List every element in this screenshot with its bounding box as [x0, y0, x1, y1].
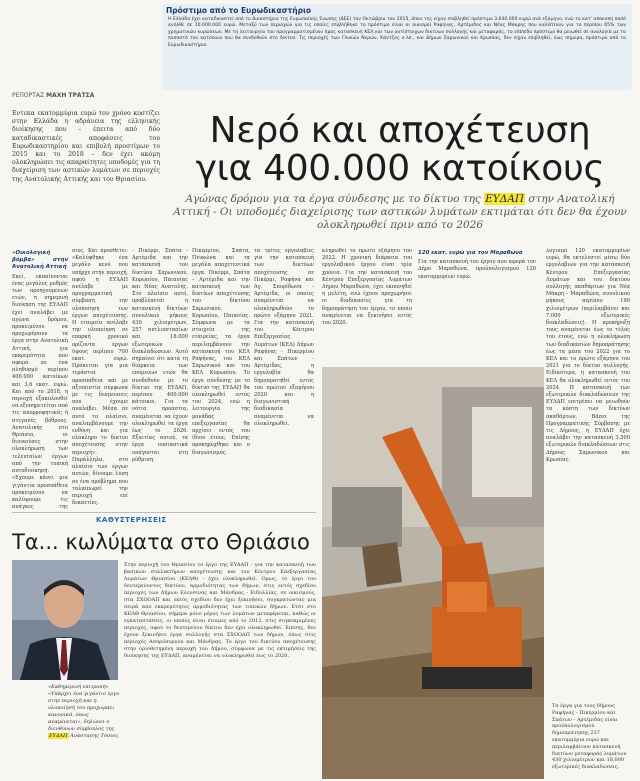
column-1-text: Εκεί, εκπαίνονται ένας μεγάλος ρυθμός των προηγούμενων ετών, η σημερινή διοίκηση της ΕΥΔΑΠ έχει αναλάβει με αγώνα δρόμου, προκειμένου να προχωρήσουν τα έργα στην Ανατολική Αττική, για εκκρεμότητα που αφορά σε ένα πληθυσμό περίπου 400.000 κατοίκων και 3,6 εκατ. ευρώ. Και από το 2018, η περιοχή εξακολουθεί να εξυπηρετείται από τις απορροφητικές ή στεγανές βόθρους. Ανατολικής στο Θριάσιο, οι διοικούσες στην ολοκλήρωση των τελευταίων έργων από την τοπική αυτοδιοίκηση. «Εχουμε κάνει μια γιγάντια προσπάθεια προκειμένου να καλύψουμε τις ανάγκες της [12, 273, 68, 510]
subhead-post: στην Ανατολική Αττική - Οι υποδομές διαχείρισης των αστικών λυμάτων εκτιμάται ότι δεν θα έχουν ολοκληρωθεί πριν από το 2026 [173, 193, 627, 231]
photo-caption: Τα έργα για τους δήμους Ραφήνας - Πικερμίου και Σπάτων - Αρτέμιδας είναι προϋπολογισμού δημοπράτησης 257 εκατομμύρια ευρώ και περιλαμβάνουν κατασκευή δικτύων μεταφοράς λυμάτων 430 χιλιομέτρων και 18.000 εξωτερικές διακλαδώσεις. [552, 703, 627, 771]
portrait-caption [48, 684, 120, 740]
column-5 [254, 248, 314, 510]
byline-name: ΜΑΧΗ ΤΡΑΤΣΑ [46, 92, 95, 99]
subhead-highlight: ΕΥΔΑΠ [485, 193, 525, 205]
column-1 [12, 248, 68, 510]
lead-paragraph: Εντεκα εκατομμύρια ευρώ τον χρόνο κοστίζει στην Ελλάδα η αδράνεια της ελληνικής διοίκησης που – έπειτα από δύο καταδικαστικές αποφάσεις του Ευρωδικαστηρίου και επιβολή προστίμων το 2015 και το 2018 – δεν έχει ακόμη ολοκληρώσει τις απαραίτητες υποδομές για τη διαχείριση των αστικών λυμάτων σε περιοχές της Ανατολικής Αττικής και του Θριασίου. [12, 110, 160, 183]
sidebar-category: ΚΑΘΥΣΤΕΡΗΣΕΙΣ [96, 516, 167, 524]
person-portrait-illustration [12, 560, 118, 680]
column-4 [192, 248, 250, 510]
headline-line-1: Νερό και αποχέτευση [209, 110, 591, 151]
fine-box-kicker: Πρόστιμο από το Ευρωδικαστήριο [166, 6, 312, 15]
column-3 [132, 248, 188, 510]
subheadline [170, 193, 630, 232]
portrait-caption-highlight: ΕΥΔΑΠ [49, 733, 68, 739]
headline-line-2: για 400.000 κατοίκους [195, 148, 605, 189]
column-6-text: κληρωθεί το πρώτο εξάμηνο του 2022. Η χρονική διάρκεια του εργολαβικού έργου είναι τρία χρόνια. Για την κατασκευή του Κέντρου Επεξεργασίας Λυμάτων Δήμου Μαραθώνα, έχει εκπονηθεί η μελέτη, ενώ έχουν προχωρήσει οι διαδικασίες για τη δημοπράτηση του έργου, το οποίο αναμένεται να ξεκινήσει εντός του 2020. [322, 248, 412, 327]
column-6-text-2: Για την κατασκευή του έργου που αφορά τον Δήμο Μαραθώνα, προϋπολογισμού 120 εκατομμυρίων ευρώ. [418, 259, 536, 280]
column-2 [72, 248, 128, 510]
column-6 [322, 248, 412, 364]
byline [12, 92, 94, 99]
column-6-label: 120 εκατ. ευρώ για τον Μαραθώνα [418, 250, 523, 256]
fine-box-body: Η Ελλάδα έχει καταδικαστεί από το Δικαστήριο της Ευρωπαϊκής Ενωσης (ΔΕΕ) τον Οκτώβριο του 2015, όπου της είχαν επιβληθεί πρόστιμο 3.640.000 ευρώ ανά εξάμηνο, ενώ το κατ' αποκοπή ποσό ανήλθε σε 10.000.000 ευρώ. Μεταξύ των περιοχών για τις οποίες επιβλήθηκε το πρόστιμο είναι οι οικισμοί Ραφήνας, Αρτέμιδος και Νέας Μάκρης που καλύπτουν για το περίπου 65% των χρηματικών κυρώσεων. Με τη λειτουργία του προγραμματισμένου προς κατασκευή ΚΕΛ και των αντίστοιχων δικτύων συλλογής και μεταφοράς, το επίπεδο πρόστιμο θα μειωθεί σε αναλογία με το ποσοστό του κατοίκων που θα συνδεθούν στο δίκτυο. Τις περιοχές των Γλυκών Νερών, Κάντζας κ.λπ., και Δήμων Σαρωνικού και Κρωπίας, δεν είχαν επιβληθεί, έως σήμερα, πρόστιμο από το Ευρωδικαστήριο. [168, 17, 626, 48]
excavator-photo-illustration [322, 367, 544, 779]
fine-info-box [162, 4, 632, 90]
sidebar-body: Στην περιοχή του Θριασίου το έργο της ΕΥΔΑΠ - για την κατασκευή των βασικών συλλεκτήρων αποχέτευσης και του Κέντρου Επεξεργασίας Λυμάτων Θριασίου (ΚΕΛΘ) - έχει ολοκληρωθεί. Ομως, το έργο του δευτερεύοντος δικτύου, αρμοδιότητας των δήμων, στις εντός σχεδίου περιοχές των Δήμων Ελευσίνας και Μάνδρας - Ειδυλλίας, σε οικισμούς, στα ΣΧΟΟΑΠ και εκτός σχεδίου δεν έχει ξεκινήσει, συγκρατώντας μια σειρά από εκκρεμότητες αρμοδιότητας των τοπικών δήμων. Ετσι στο ΚΕΛΘ Θριασίου, σήμερα μόνο μέρος των λυμάτων μεταφέρεται, καθώς οι εγκαταστάσεις, οι οποίες είναι έτοιμες από το 2012, στις συγκεκριμένες περιοχές, αφού το δευτερεύον δίκτυο δεν έχει ολοκληρωθεί. Επίσης, δεν έχουν ξεκινήσει έργα συλλογής στα ΣΧΟΟΑΠ των δήμων, όπως στις περιοχές Ασπρόπυργου και Μάνδρας. Το έργο του δικτύου αποχέτευσης στην οριοθετημένη περιοχή του Δήμου, σύμφωνα με τις εκτιμήσεις της διοίκησης της ΕΥΔΑΠ, αναμένεται να ολοκληρωθεί έως το 2020. [124, 562, 316, 659]
column-2-text: σιος. Και προσθέτει: «Καλύφθηκε ένα μεγάλο κενό που υπήρχε στην περιοχή, αφού η ΕΥΔΑΠ ανέλαβε με προγραμματική σύμβαση την υλοποίηση των έργων αποχέτευσης. Η εταιρεία ανέλαβε την υλοποίηση σε επαρκή χρονικό ορίζοντα έργων ύψους περίπου 700 εκατ. ευρώ. Πρόκειται για μια τεράστια προσπάθεια και με αξιοπιστία σύμφωνα με τις δεσμεύσεις που έχουμε αναλάβει. Μέσα σε αυτό το πλαίσιο, αναλαμβάνουμε την ευθύνη και για ολόκληρο το δίκτυο αποχέτευσης στην περιοχή». Παράλληλα, στο πλαίσιο των έργων αυτών, δίνουμε λύση σε ένα πρόβλημα που ταλαιπωρεί την περιοχή επί δεκαετίες. [72, 248, 128, 507]
main-headline [170, 112, 630, 188]
column-7-text: λογισμό 120 εκατομμυρίων ευρώ, θα εκτελεστεί μέσω δύο εργολαβιών για την κατασκευή Κέντρου Επεξεργασίας Λυμάτων και του δικτύου συλλογής ακαθάρτων για Νέα Μάκρη – Μαραθώνα, συνολικού μήκους περίπου 190 χιλιομέτρων (περιλαμβάνει και 7.000 εξωτερικές διακλαδώσεις). Η προκήρυξη τους αναμένεται έως το τέλος του έτους, ενώ η ολοκλήρωση των διαδικασιών δημοπράτησης έως τα μέσα του 2022 για το ΚΕΛ και το πρώτο εξάμηνο του 2021 για το δίκτυο συλλογής. Ειδικότερα, η κατασκευή του ΚΕΛ θα ολοκληρωθεί εντός του 2024. Η κατασκευή των εξωτερικών διακλαδώσεων της ΕΥΔΑΠ επιτρέπει να μειωθούν τα κόστη των δικτύων ακαθάρτων. Βάσει της Προγραμματικής Σύμβασης με τις Δήμους, η ΕΥΔΑΠ έχει αναλάβει την κατασκευή 3.500 εξωτερικών διακλαδώσεων στις Δήμους Σαρωνικού και Κρωπίας. [546, 248, 630, 463]
byline-prefix: ΡΕΠΟΡΤΑΖ [12, 92, 45, 99]
sidebar-rule [12, 512, 316, 513]
sidebar-text [124, 562, 316, 776]
portrait-caption-pre: «Καθημερινή επιτροπή» «Υπάρχει ένα γιγάντιο έργο στην περιοχή και η υλοποίησή του προχωράει κανονικά, όπως αναμένεται», δηλώνει ο διευθύνων σύμβουλος της [48, 684, 120, 732]
column-4-text: Πικερμίου, Σπάτα, Πευκώνα και τα μεγάλα αποχετευτικά έργα. Πικέρμι, Σπάτα – Αρτέμιδα και την κατασκευή των δικτύων αποχέτευσης του δικτύου Σαρωνικού, Κορωπίου, Παιανίας. Σύμφωνα με τα στοιχεία της εταιρείας, τα έργα περιλαμβάνουν την κατασκευή του ΚΕΛ Ραφήνας, του ΚΕΛ Σαρωνικού και του ΚΕΛ Κορωπίου. Το έργο σύνδεσης με το δίκτυο της ΕΥΔΑΠ θα ολοκληρωθεί εντός του 2024, ενώ η λειτουργία της μονάδας επεξεργασίας θα αρχίσει εντός του ίδιου έτους. Επίσης προκηρύχθηκε και ο διαγωνισμός. [192, 248, 250, 456]
column-6b [418, 248, 536, 364]
sidebar-title: Τα... κωλύματα στο Θριάσιο [12, 530, 310, 554]
column-1-label: «Οικολογική βόμβα» στην Ανατολική Αττική [12, 250, 68, 271]
column-7 [546, 248, 630, 696]
construction-photo [322, 367, 544, 779]
portrait-caption-post: Ανάστασης Τόσιος. [68, 733, 120, 739]
column-5-text: τα τρίτες εργολαβίες για την κατασκευή των δικτύων αποχέτευσης σε Πικέρμι, Ραφήνα και Αγ. Σπυρίδωνα - Αρτέμιδα, οι οποίες αναμένεται να ολοκληρωθούν το πρώτο εξάμηνο 2021. Για την κατασκευή του Κέντρου Επεξεργασίας Λυμάτων (ΚΕΛ) Δήμων Ραφήνας - Πικερμίου και Σπάτων - Αρτέμιδας, η εργολαβία θα δημοπρατηθεί εντός του πρώτου εξαμήνου 2020 και η διαγωνιστική διαδικασία αναμένεται να ολοκληρωθεί. [254, 248, 314, 427]
executive-portrait [12, 560, 118, 680]
column-3-text: - Πικέρμι, Σπάτα - Αρτέμιδα και την κατασκευή του δικτύου Σαρωνικού, Κορωπίου, Παιανίας και Νέας Ανατολής. Στο πλαίσιο αυτό, προβλέπεται η κατασκευή δικτύων συνολικού μήκους 430 χιλιομέτρων, 257 αντλιοστασίων και 18.000 εξωτερικών διακλαδώσεων. Αυτό σημαίνει ότι κατά τη διάρκεια των επόμενων ετών θα συνδεθούν με το δίκτυο της ΕΥΔΑΠ, περίπου 400.000 κάτοικοι. Για τα νότια προάστια, αναμένεται να έχουν ολοκληρωθεί τα έργα έως το 2026. Εξαιτίας αυτού, τα έργα ουσιαστικά υπάγονται στη ρύθμιση. [132, 248, 188, 463]
subhead-pre: Αγώνας δρόμου για τα έργα σύνδεσης με το δίκτυο της [185, 193, 485, 205]
